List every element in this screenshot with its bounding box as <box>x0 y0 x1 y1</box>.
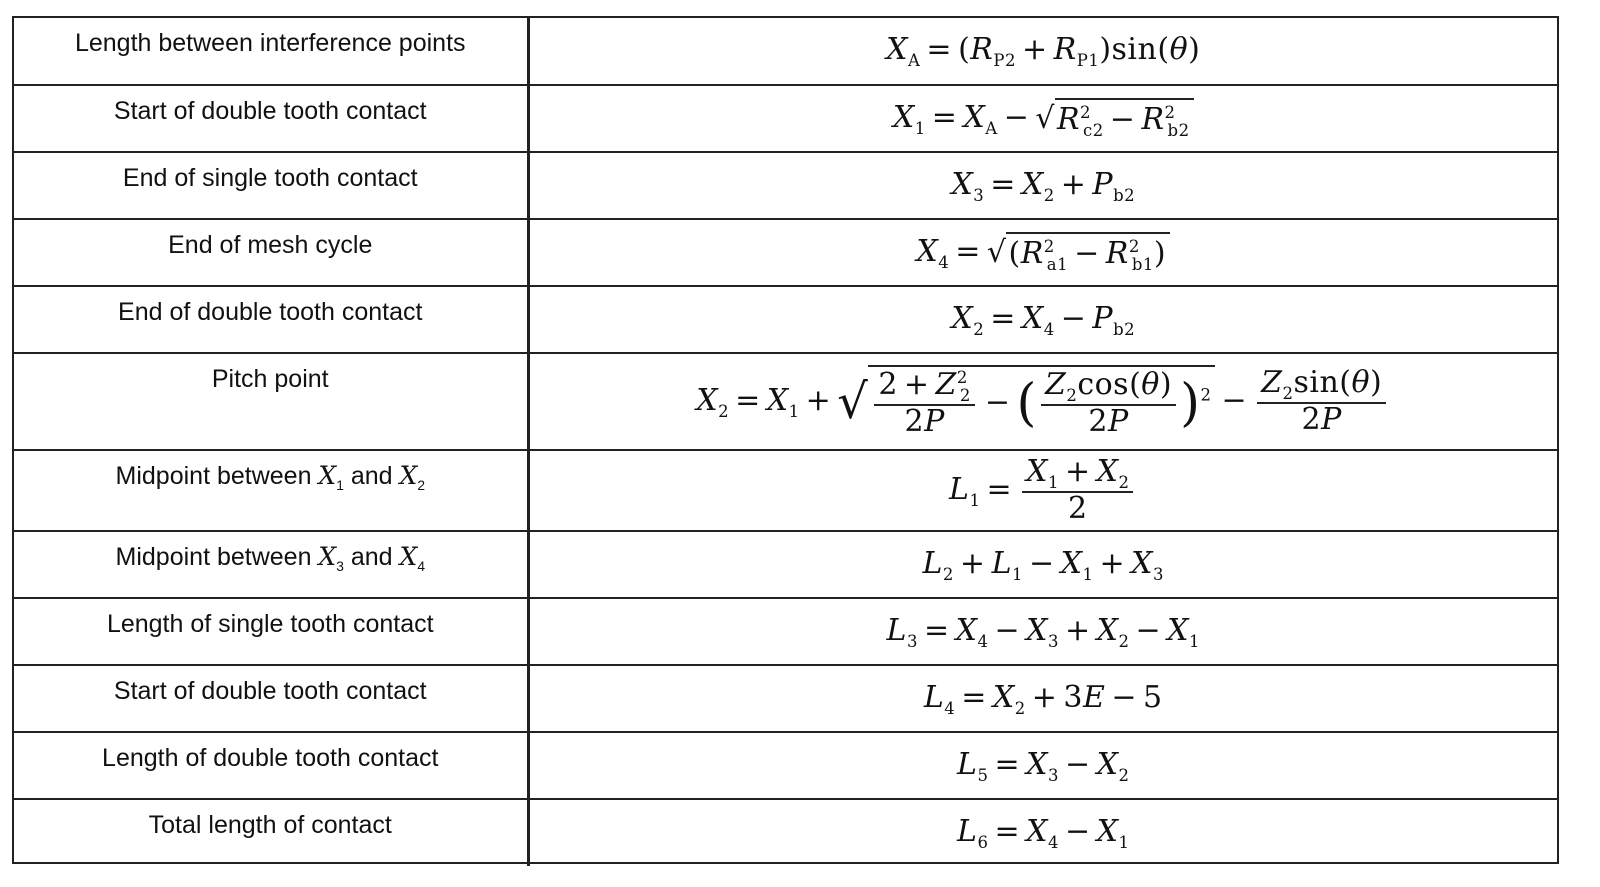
row-description: Total length of contact <box>148 811 392 839</box>
formula-expression: $L_5 = X_3 - X_2$ <box>957 746 1130 785</box>
description-cell <box>14 732 528 799</box>
formula-table <box>14 18 1557 866</box>
formula-expression: $L_3 = X_4 - X_3 + X_2 - X_1$ <box>886 612 1200 651</box>
formula-cell <box>528 286 1557 353</box>
description-cell <box>14 598 528 665</box>
formula-cell <box>528 152 1557 219</box>
formula-cell <box>528 85 1557 152</box>
description-cell <box>14 152 528 219</box>
row-description: Midpoint between $X_1$ and $X_2$ <box>115 461 425 493</box>
table-row <box>14 353 1557 450</box>
table-row <box>14 18 1557 85</box>
formula-expression: $X_2 = X_4 - P_{b2}$ <box>951 300 1136 339</box>
table-row <box>14 219 1557 286</box>
formula-cell <box>528 598 1557 665</box>
description-cell <box>14 286 528 353</box>
table-row <box>14 286 1557 353</box>
table-row <box>14 531 1557 598</box>
formula-cell <box>528 353 1557 450</box>
formula-expression: $L_6 = X_4 - X_1$ <box>957 814 1130 852</box>
row-description: Length between interference points <box>74 29 466 57</box>
description-cell <box>14 665 528 732</box>
description-cell <box>14 450 528 531</box>
formula-cell <box>528 732 1557 799</box>
row-description: End of mesh cycle <box>168 231 373 259</box>
table-row <box>14 450 1557 531</box>
row-description: Start of double tooth contact <box>113 677 427 705</box>
formula-expression: $X_A = (R_{P2} + R_{P1})\sin(\theta)$ <box>886 32 1201 70</box>
formula-expression: $L_4 = X_2 + 3E - 5$ <box>923 679 1163 718</box>
description-cell <box>14 219 528 286</box>
table-row <box>14 665 1557 732</box>
formula-cell <box>528 665 1557 732</box>
description-cell <box>14 531 528 598</box>
description-cell <box>14 18 528 85</box>
formula-cell <box>528 450 1557 531</box>
formula-expression: $L_1$ = $\frac{X_1 + X_2}{2}$ <box>949 472 1137 507</box>
description-cell <box>14 85 528 152</box>
table-row <box>14 152 1557 219</box>
formula-expression: $L_2 + L_1 - X_1 + X_3$ <box>922 545 1164 584</box>
row-description: Pitch point <box>211 365 329 393</box>
description-cell <box>14 353 528 450</box>
row-description: Length of single tooth contact <box>106 610 434 638</box>
formula-cell <box>528 531 1557 598</box>
row-description: End of single tooth contact <box>122 164 418 192</box>
formula-expression: $X_1 = X_A - √R^2_{c2} - R^2_{b2}$ <box>893 100 1194 135</box>
formula-cell <box>528 18 1557 85</box>
table-row <box>14 85 1557 152</box>
formula-table-container <box>12 16 1559 864</box>
formula-expression: $X_3 = X_2 + P_{b2}$ <box>951 166 1136 205</box>
row-description: Length of double tooth contact <box>102 744 439 772</box>
row-description: End of double tooth contact <box>118 298 423 326</box>
formula-expression: $X_4 = √(R^2_{a1} - R^2_{b1})$ <box>916 234 1170 269</box>
table-row <box>14 732 1557 799</box>
table-row <box>14 799 1557 866</box>
formula-cell <box>528 799 1557 866</box>
formula-expression: $X_2 = X_1$ + √ $\frac{2 + Z^2_2}{2P}$ − ( $\frac{Z_2\cos(\theta)}{2P}$ )$^2$ − $\frac{Z_2\sin(\theta)}{2P}$ <box>696 383 1390 418</box>
table-row <box>14 598 1557 665</box>
formula-cell <box>528 219 1557 286</box>
row-description: Start of double tooth contact <box>113 97 427 125</box>
description-cell <box>14 799 528 866</box>
row-description: Midpoint between $X_3$ and $X_4$ <box>115 542 425 574</box>
